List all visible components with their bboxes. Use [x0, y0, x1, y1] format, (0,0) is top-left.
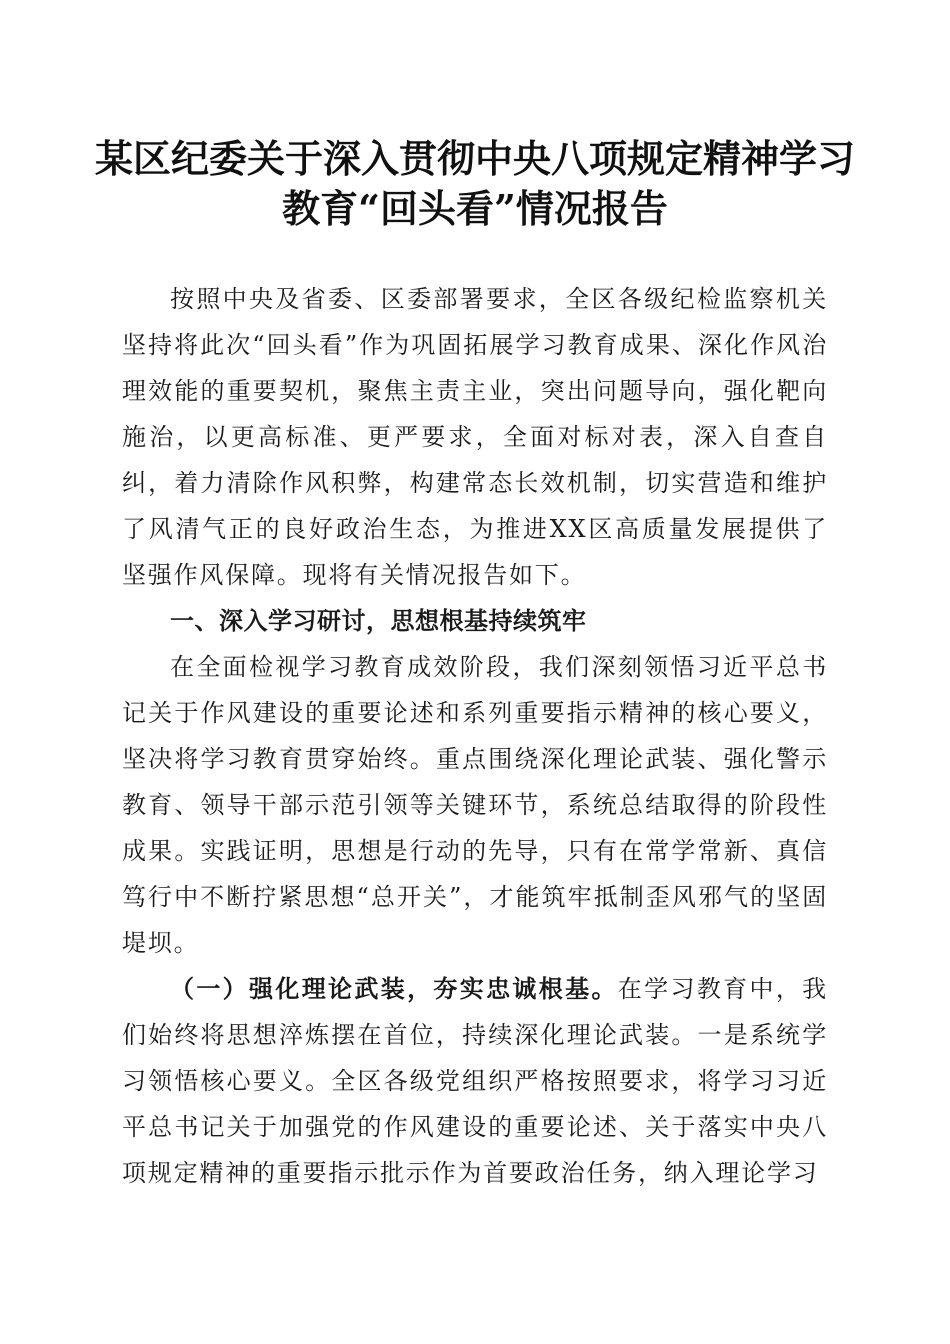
section-1-paragraph: 在全面检视学习教育成效阶段，我们深刻领悟习近平总书记关于作风建设的重要论述和系列重要指示精神的核心要义，坚决将学习教育贯穿始终。重点围绕深化理论武装、强化警示教育、领导干部示范引领等关键环节，系统总结取得的阶段性成果。实践证明，思想是行动的先导，只有在常学常新、真信笃行中不断拧紧思想“总开关”，才能筑牢抵制歪风邪气的坚固堤坝。: [122, 653, 828, 957]
subsection-1-text: 在学习教育中，我们始终将思想淬炼摆在首位，持续深化理论武装。一是系统学习领悟核心要义。全区各级党组织严格按照要求，将学习习近平总书记关于加强党的作风建设的重要论述、关于落实中央八项规定精神的重要指示批示作为首要政治任务，纳入理论学习: [122, 975, 828, 1187]
intro-paragraph: 按照中央及省委、区委部署要求，全区各级纪检监察机关坚持将此次“回头看”作为巩固拓展学习教育成果、深化作风治理效能的重要契机，聚焦主责主业，突出问题导向，强化靶向施治，以更高标准、更严要求，全面对标对表，深入自查自纠，着力清除作风积弊，构建常态长效机制，切实营造和维护了风清气正的良好政治生态，为推进XX区高质量发展提供了坚强作风保障。现将有关情况报告如下。: [122, 285, 828, 589]
subsection-1-lead: （一）强化理论武装，夯实忠诚根基。: [170, 974, 618, 1003]
subsection-1-paragraph: [122, 966, 828, 1196]
document-body: [122, 276, 828, 1196]
document-title-line-2: 教育“回头看”情况报告: [282, 186, 668, 231]
section-heading-1: 一、深入学习研讨，思想根基持续筑牢: [170, 607, 587, 635]
document-title-line-1: 某区纪委关于深入贯彻中央八项规定精神学习: [94, 136, 855, 181]
